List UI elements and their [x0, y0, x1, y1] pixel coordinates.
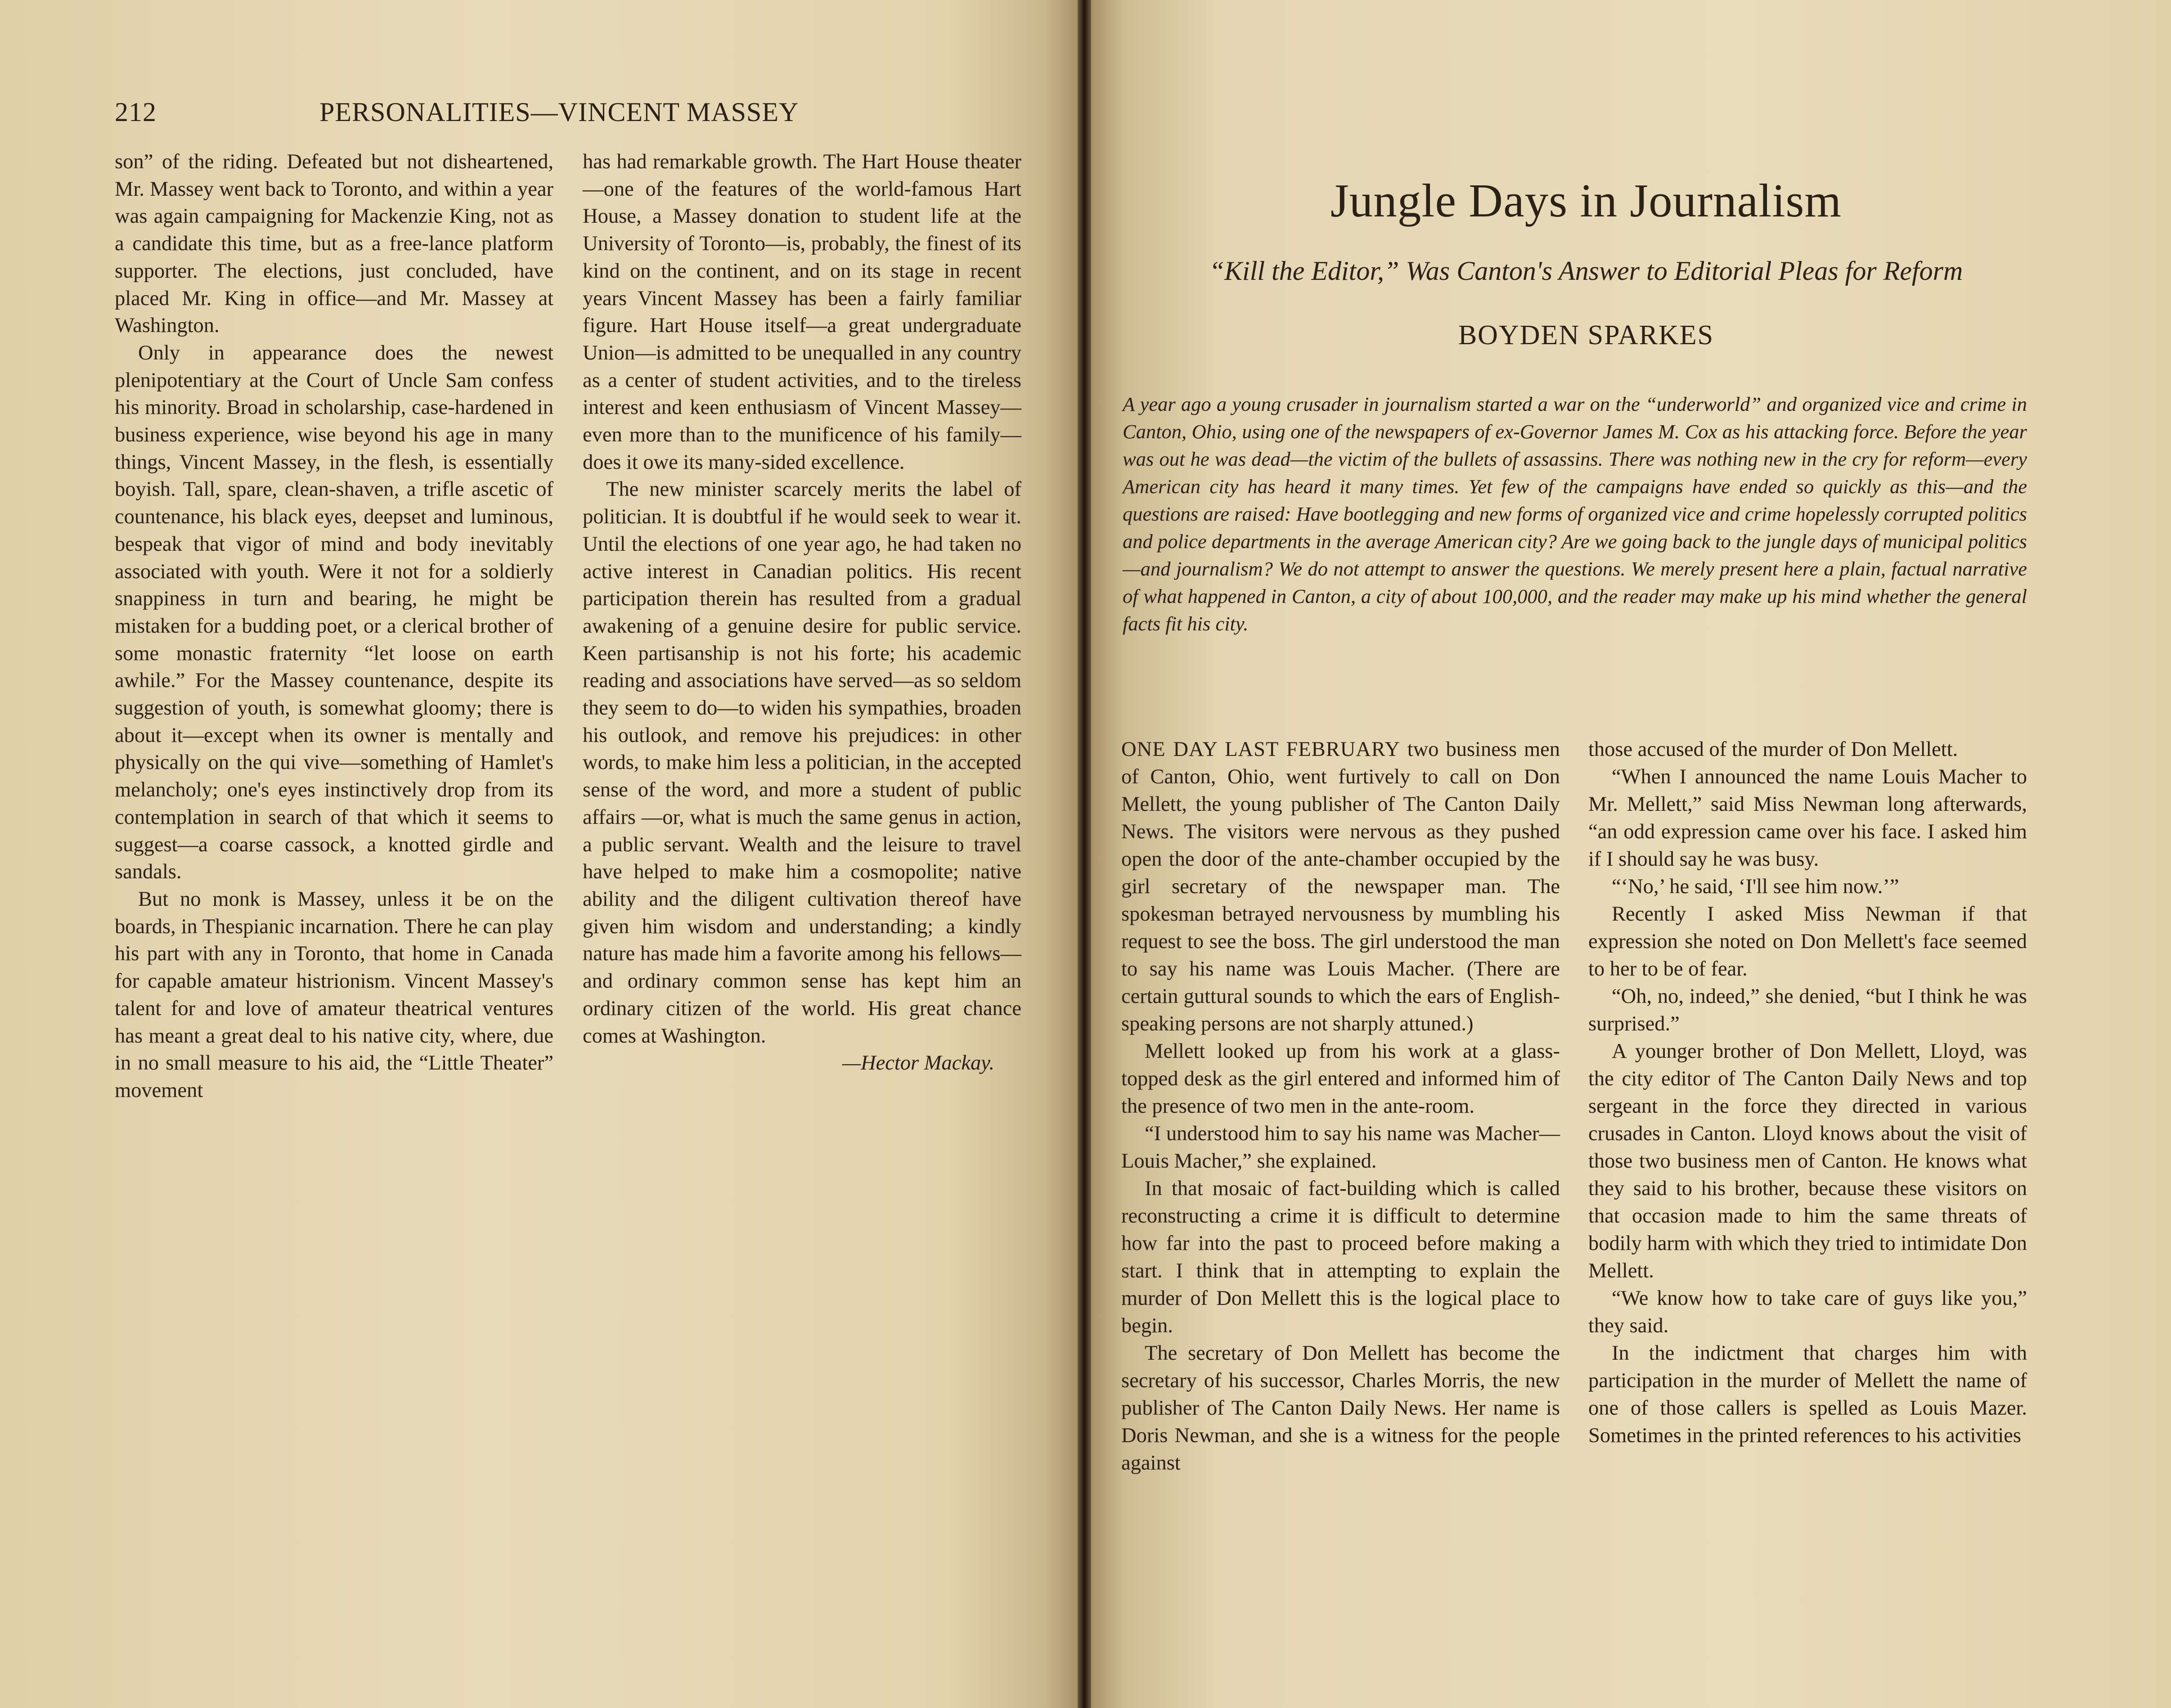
author-signature: —Hector Mackay.: [842, 1052, 994, 1075]
paragraph: “Oh, no, indeed,” she denied, “but I think he was surprised.”: [1588, 985, 2027, 1035]
paragraph: “When I announced the name Louis Macher to Mr. Mellett,” said Miss Newman long afterwards, “an odd expression came over his face. I asked him if I should say he was busy.: [1588, 765, 2027, 871]
paragraph: has had remarkable growth. The Hart House theater—one of the features of the world-famous Hart House, a Massey donation to student life at the University of Toronto—is, probably, the finest of its kind on the continent, and on its stage in recent years Vincent Massey has been a fairly familiar figure. Hart House itself—a great undergraduate Union—is admitted to be unequalled in any country as a center of student activities, and to the tireless interest and keen enthusiasm of Vincent Massey—even more than to the munificence of his family—does it owe its many-sided excellence.: [583, 150, 1021, 474]
paragraph: Only in appearance does the newest plenipotentiary at the Court of Uncle Sam confess his minority. Broad in scholarship, case-hardened in business experience, wise beyond his age in many things, Vincent Massey, in the flesh, is essentially boyish. Tall, spare, clean-shaven, a trifle ascetic of countenance, his black eyes, deepset and luminous, bespeak that vigor of mind and body inevitably associated with youth. Were it not for a soldierly snappiness in turn and bearing, he might be mistaken for a budding poet, or a clerical brother of some monastic fraternity “let loose on earth awhile.” For the Massey countenance, despite its suggestion of youth, is somewhat gloomy; there is about it—except when its owner is mentally and physically on the qui vive—something of Hamlet's melancholy; one's eyes instinctively drop from its contemplation in search of that which it seems to suggest—a coarse cassock, a knotted girdle and sandals.: [115, 341, 553, 884]
book-gutter: [1078, 0, 1091, 1708]
paragraph: son” of the riding. Defeated but not disheartened, Mr. Massey went back to Toronto, and within a year was again campaigning for Mackenzie King, not as a candidate this time, but as a free-lance platform supporter. The elections, just concluded, have placed Mr. King in office—and Mr. Massey at Washington.: [115, 150, 553, 337]
lead-paragraph-text: two business men of Canton, Ohio, went furtively to call on Don Mellett, the young publisher of The Canton Daily News. The visitors were nervous as they pushed open the door of the ante-chamber occupied by the girl secretary of the newspaper man. The spokesman betrayed nervousness by mumbling his request to see the boss. The girl understood the man to say his name was Louis Macher. (There are certain guttural sounds to which the ears of English-speaking persons are not sharply attuned.): [1121, 738, 1560, 1035]
paragraph: “‘No,’ he said, ‘I'll see him now.’”: [1612, 875, 1899, 898]
paragraph: [1121, 736, 1560, 1038]
paragraph: “I understood him to say his name was Macher—Louis Macher,” she explained.: [1121, 1122, 1560, 1173]
paragraph: those accused of the murder of Don Mellett.: [1588, 738, 1958, 761]
article-subtitle: “Kill the Editor,” Was Canton's Answer to Editorial Pleas for Reform: [1209, 256, 1963, 286]
paragraph: Recently I asked Miss Newman if that expression she noted on Don Mellett's face seemed to her to be of fear.: [1588, 903, 2027, 980]
article-intro: A year ago a young crusader in journalism started a war on the “underworld” and organized vice and crime in Canton, Ohio, using one of the newspapers of ex-Governor James M. Cox as his attacking force. Before the year was out he was dead—the victim of the bullets of assassins. There was nothing new in the cry for reform—every American city has heard it many times. Yet few of the campaigns have ended so quickly as this—and the questions are raised: Have bootlegging and new forms of organized vice and crime hopelessly corrupted politics and police departments in the average American city? Are we going back to the jungle days of municipal politics—and journalism? We do not attempt to answer the questions. We merely present here a plain, factual narrative of what happened in Canton, a city of about 100,000, and the reader may make up his mind whether the general facts fit his city.: [1123, 393, 2027, 635]
page-number: 212: [115, 97, 157, 127]
right-column-2: [1588, 736, 2027, 1449]
paragraph: But no monk is Massey, unless it be on the boards, in Thespianic incarnation. There he can play his part with any in Toronto, that home in Canada for capable amateur histrionism. Vincent Massey's talent for and love of amateur theatrical ventures has meant a great deal to his native city, where, due in no small measure to his aid, the “Little Theater” movement: [115, 887, 553, 1102]
paragraph: “We know how to take care of guys like you,” they said.: [1588, 1287, 2027, 1337]
lead-in: ONE DAY LAST FEBRUARY: [1121, 738, 1400, 761]
right-column-1: [1121, 736, 1560, 1477]
paragraph: Mellett looked up from his work at a glass-topped desk as the girl entered and informed him of the presence of two men in the ante-room.: [1121, 1040, 1560, 1118]
left-page: [0, 0, 1078, 1708]
running-head: [115, 97, 1019, 137]
paragraph: The secretary of Don Mellett has become the secretary of his successor, Charles Morris, the new publisher of The Canton Daily News. Her name is Doris Newman, and she is a witness for the people against: [1121, 1342, 1560, 1474]
paragraph: In that mosaic of fact-building which is called reconstructing a crime it is difficult to determine how far into the past to proceed before making a start. I think that in attempting to explain the murder of Don Mellett this is the logical place to begin.: [1121, 1177, 1560, 1337]
left-column-2: [583, 148, 1021, 1077]
paragraph: A younger brother of Don Mellett, Lloyd, was the city editor of The Canton Daily News and top sergeant in the force they directed in various crusades in Canton. Lloyd knows about the visit of those two business men of Canton. He knows what they said to his brother, because these visitors on that occasion made to him the same threats of bodily harm with which they tried to intimidate Don Mellett.: [1588, 1040, 2027, 1282]
paragraph: In the indictment that charges him with participation in the murder of Mellett the name of one of those callers is spelled as Louis Mazer. Sometimes in the printed references to his activities: [1588, 1342, 2027, 1447]
article-title: Jungle Days in Journalism: [1330, 174, 1842, 227]
running-title: PERSONALITIES—VINCENT MASSEY: [319, 97, 799, 127]
paragraph: The new minister scarcely merits the label of politician. It is doubtful if he would seek to wear it. Until the elections of one year ago, he had taken no active interest in Canadian politics. His recent participation therein has resulted from a gradual awakening of a genuine desire for public service. Keen partisanship is not his forte; his academic reading and associations have served—as so seldom they seem to do—to widen his sympathies, broaden his outlook, and remove his prejudices: in other words, to make him less a politician, in the accepted sense of the word, and more a student of public affairs —or, what is much the same genus in action, a public servant. Wealth and the leisure to travel have helped to make him a cosmopolite; native ability and the diligent cultivation thereof have given him wisdom and understanding; a kindly nature has made him a favorite among his fellows—and ordinary common sense has kept him an ordinary citizen of the world. His great chance comes at Washington.: [583, 478, 1021, 1047]
left-column-1: [115, 148, 553, 1105]
article-author: BOYDEN SPARKES: [1458, 320, 1714, 351]
